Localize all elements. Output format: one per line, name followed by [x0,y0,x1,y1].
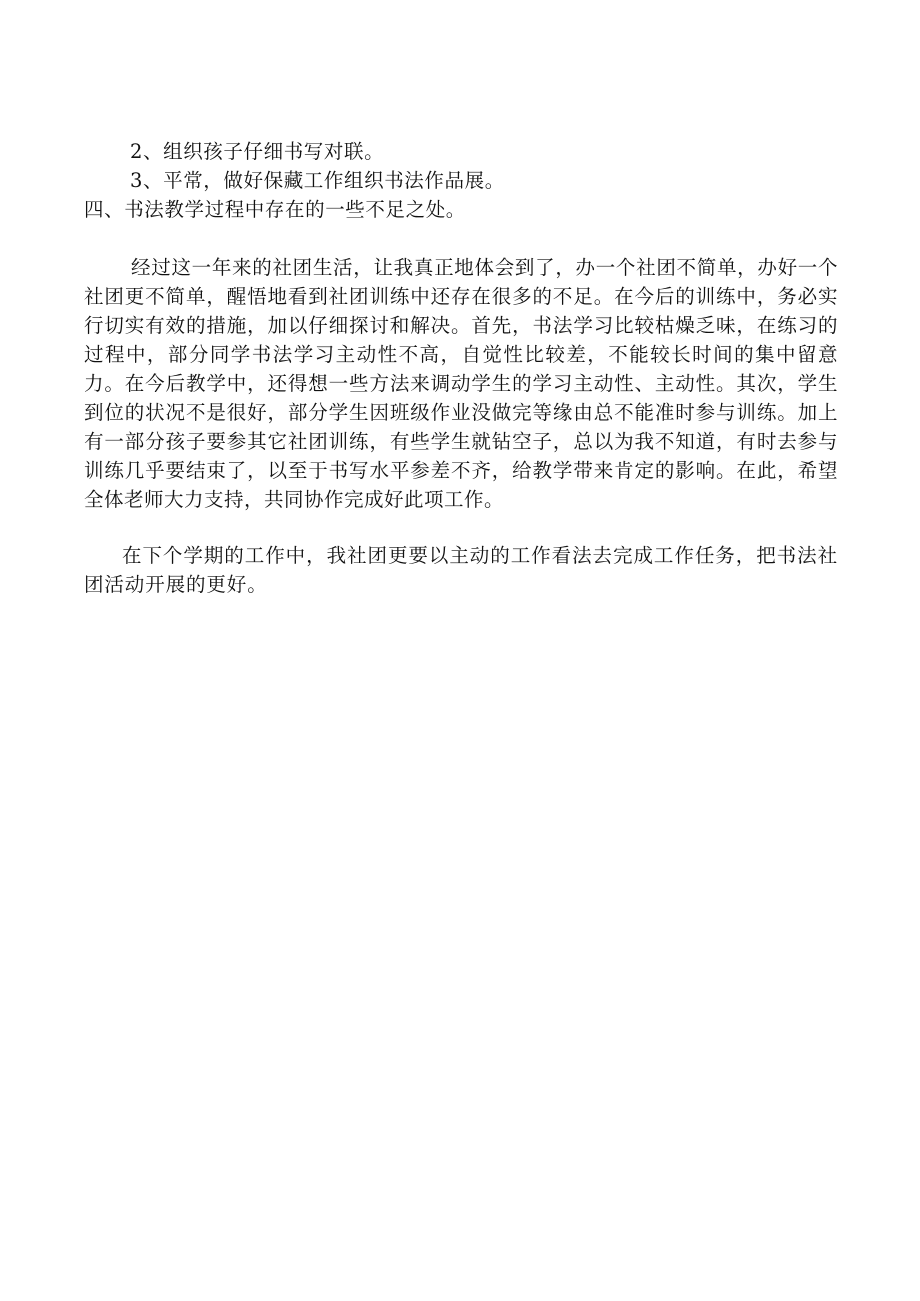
paragraph-next-term: 在下个学期的工作中，我社团更要以主动的工作看法去完成工作任务，把书法社团活动开展的更好。 [84,544,838,596]
list-item-2: 2、组织孩子仔细书写对联。 [130,140,385,163]
document-body [84,137,838,599]
list-item-3: 3、平常，做好保藏工作组织书法作品展。 [130,169,505,192]
section-heading: 四、书法教学过程中存在的一些不足之处。 [84,198,466,221]
paragraph-reflection: 经过这一年来的社团生活，让我真正地体会到了，办一个社团不简单，办好一个社团更不简单，醒悟地看到社团训练中还存在很多的不足。在今后的训练中，务必实行切实有效的措施，加以仔细探讨和解决。首先，书法学习比较枯燥乏味，在练习的过程中，部分同学书法学习主动性不高，自觉性比较差，不能较长时间的集中留意力。在今后教学中，还得想一些方法来调动学生的学习主动性、主动性。其次，学生到位的状况不是很好，部分学生因班级作业没做完等缘由总不能准时参与训练。加上有一部分孩子要参其它社团训练，有些学生就钻空子，总以为我不知道，有时去参与训练几乎要结束了，以至于书写水平参差不齐，给教学带来肯定的影响。在此，希望全体老师大力支持，共同协作完成好此项工作。 [84,256,838,511]
